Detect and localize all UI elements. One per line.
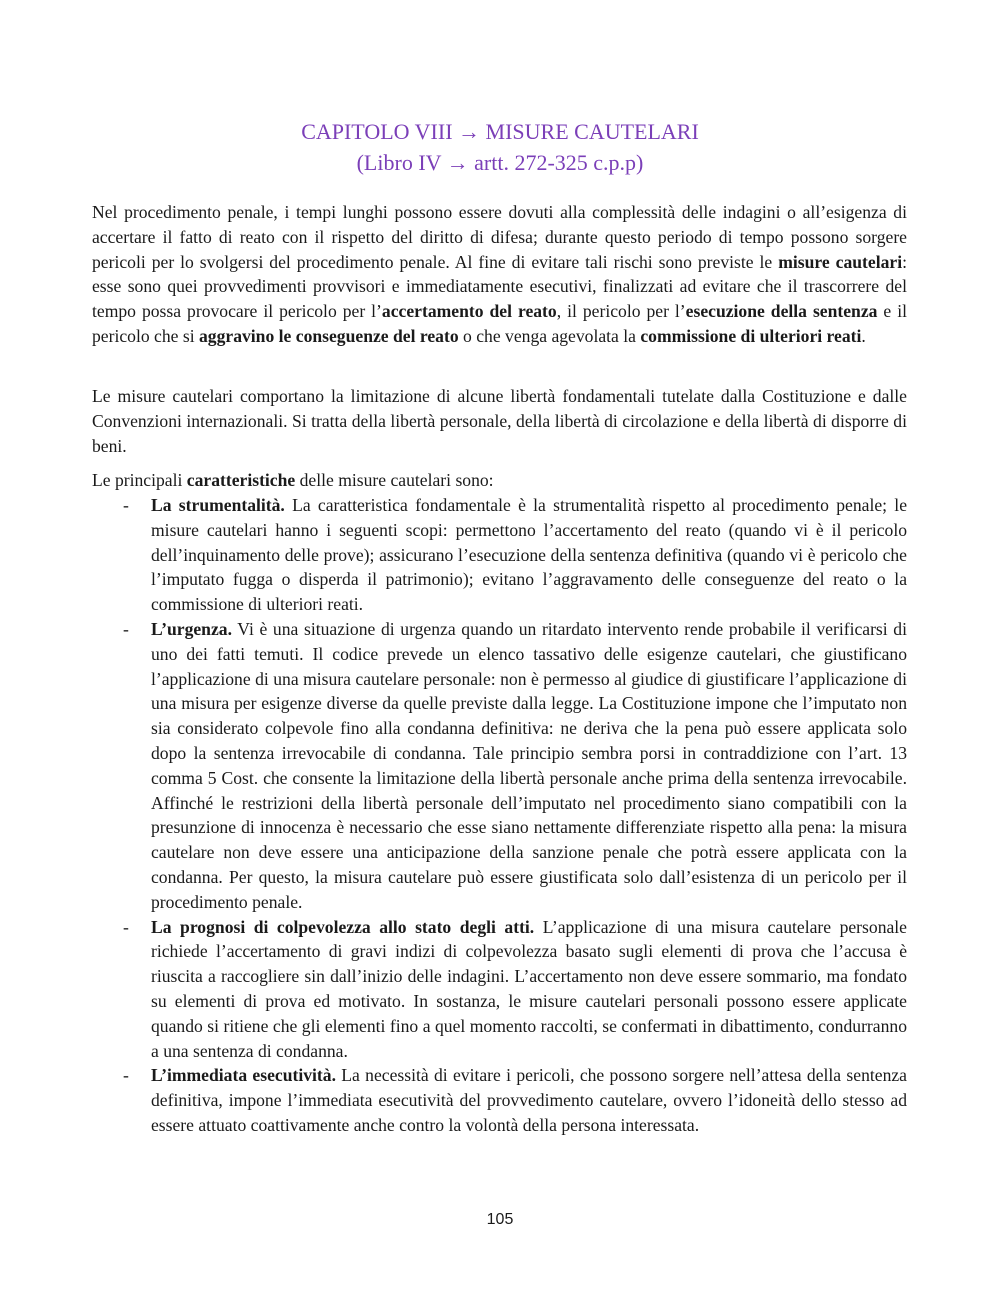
p3-rest-text: delle misure cautelari sono: xyxy=(295,470,494,490)
p1-text-run: . xyxy=(861,325,866,346)
list-item xyxy=(92,493,907,617)
chapter-subtitle: (Libro IV → artt. 272-325 c.p.p) xyxy=(356,150,644,175)
p1-text-run: Nel procedimento penale, i tempi lunghi possono essere dovuti alla complessità delle indagini o all’esigenza di accertare il fatto di reato con il rispetto del diritto di difesa; durante questo periodo di tempo possono sorgere pericoli per lo svolgersi del procedimento penale. Al fine di evitare tali rischi sono previste le xyxy=(92,202,907,272)
paragraph-intro xyxy=(92,200,907,349)
list-item xyxy=(92,915,907,1064)
paragraph-characteristics-intro xyxy=(92,468,907,493)
page-number: 105 xyxy=(486,1211,514,1228)
p1-text-run: , il pericolo per l’ xyxy=(556,301,686,322)
p1-text-run: : esse sono quei provvedimenti provvisori e immediatamente esecutivi, finalizzati ad evitare che il trascorrere del tempo possa provocare il pericolo per l’ xyxy=(92,251,907,322)
p1-bold-term: misure cautelari xyxy=(778,251,903,272)
paragraph-limitations: Le misure cautelari comportano la limitazione di alcune libertà fondamentali tutelate dalla Costituzione e dalle Convenzioni internazionali. Si tratta della libertà personale, della libertà di circolazione e della libertà di disporre di beni. xyxy=(92,386,907,456)
characteristics-list xyxy=(92,493,907,1138)
list-dash: - xyxy=(123,495,129,515)
list-item-text: Vi è una situazione di urgenza quando un ritardato intervento rende probabile il verificarsi di uno dei fatti temuti. Il codice prevede un elenco tassativo delle esigenze cautelari, che giustificano l’applicazione di una misura cautelare personale: non è permesso al giudice di giustificare l’applicazione di una misura per esigenze diverse da quelle previste dalla legge. La Costituzione impone che l’imputato non sia considerato colpevole fino alla condanna definitiva: ne deriva che la pena può essere applicata solo dopo la sentenza irrevocabile di condanna. Tale principio sembra porsi in contraddizione con l’art. 13 comma 5 Cost. che consente la limitazione della libertà personale anche prima della sentenza irrevocabile. Affinché le restrizioni della libertà personale dell’imputato nel procedimento siano compatibili con la presunzione di innocenza è necessario che esse siano nettamente differenziate rispetto alla pena: la misura cautelare non deve essere una anticipazione della sanzione penale che potrà essere applicata con la condanna. Per questo, la misura cautelare può essere giustificata solo dall’esistenza di un pericolo per il procedimento penale. xyxy=(151,618,907,912)
p3-intro-text: Le principali xyxy=(92,470,187,490)
p1-text-run: o che venga agevolata la xyxy=(458,325,641,346)
list-item-heading: La prognosi di colpevolezza allo stato degli atti. xyxy=(151,916,535,937)
list-item-text: L’applicazione di una misura cautelare personale richiede l’accertamento di gravi indizi di colpevolezza basato sugli elementi di prova che l’accusa è riuscita a raccogliere sin dall’inizio delle indagini. L’accertamento non deve essere sommario, ma fondato su elementi di prova ed motivato. In sostanza, le misure cautelari personali possono essere applicate quando si ritiene che gli elementi fino a quel momento raccolti, se confermati in dibattimento, condurranno a una sentenza di condanna. xyxy=(151,916,907,1061)
list-item-heading: L’urgenza. xyxy=(151,618,232,639)
list-item-heading: La strumentalità. xyxy=(151,495,285,515)
list-item xyxy=(92,617,907,915)
list-dash: - xyxy=(123,916,129,937)
list-dash: - xyxy=(123,618,129,639)
p1-bold-term: commissione di ulteriori reati xyxy=(640,325,862,346)
list-item-text: La necessità di evitare i pericoli, che possono sorgere nell’attesa della sentenza definitiva, impone l’immediata esecutività del provvedimento cautelare, ovvero l’idoneità dello stesso ad essere attuato coattivamente anche contro la volontà della persona interessata. xyxy=(151,1065,907,1135)
p1-bold-term: aggravino le conseguenze del reato xyxy=(199,325,459,346)
list-item xyxy=(92,1063,907,1137)
list-item-text: La caratteristica fondamentale è la strumentalità rispetto al procedimento penale; le misure cautelari hanno i seguenti scopi: permettono l’accertamento del reato (quando vi è il pericolo dell’inquinamento delle prove); assicurano l’esecuzione della sentenza definitiva (quando vi è pericolo che l’imputato fugga o disperda il patrimonio); evitano l’aggravamento delle conseguenze del reato o la commissione di ulteriori reati. xyxy=(151,495,908,615)
chapter-title: CAPITOLO VIII → MISURE CAUTELARI xyxy=(301,119,699,144)
p3-bold-term: caratteristiche xyxy=(186,470,296,490)
p1-bold-term: accertamento del reato xyxy=(381,301,557,322)
list-item-heading: L’immediata esecutività. xyxy=(151,1065,336,1086)
list-dash: - xyxy=(123,1065,129,1086)
p1-bold-term: esecuzione della sentenza xyxy=(685,301,878,322)
p1-text-run: e il pericolo che si xyxy=(92,301,907,346)
